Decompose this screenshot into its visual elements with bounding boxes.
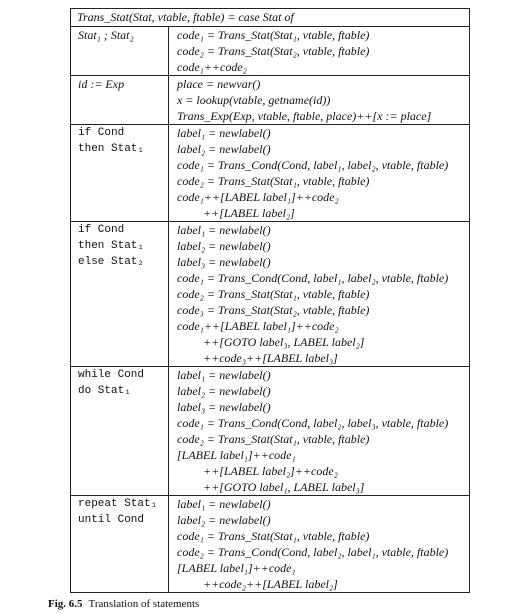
code-line: label₂ = newlabel()	[177, 142, 271, 156]
code-line: code₁ = Trans_Stat(Stat₁, vtable, ftable)	[177, 529, 370, 543]
translation-code	[169, 125, 469, 221]
pattern-line: then Stat₁	[78, 240, 145, 252]
code-line: code₁++[LABEL label₁]++code₂	[177, 190, 339, 204]
translation-code	[169, 27, 469, 75]
code-line: label₁ = newlabel()	[177, 368, 271, 382]
code-line: label₃ = newlabel()	[177, 255, 271, 269]
code-line: ++[GOTO label₁, LABEL label₃]	[203, 480, 365, 494]
figure-caption	[48, 598, 199, 610]
code-line: ++code₂++[LABEL label₂]	[203, 577, 338, 591]
code-line: code₁++code₂	[177, 60, 247, 74]
code-line: [LABEL label₁]++code₁	[177, 561, 296, 575]
table-row	[71, 222, 469, 367]
table-row	[71, 125, 469, 222]
code-line: code₁ = Trans_Cond(Cond, label₂, label₃, vtable, ftable)	[177, 416, 449, 430]
statement-pattern	[71, 76, 169, 124]
code-line: label₂ = newlabel()	[177, 384, 271, 398]
code-line: label₂ = newlabel()	[177, 513, 271, 527]
code-line: place = newvar()	[177, 77, 261, 91]
code-line: code₁ = Trans_Cond(Cond, label₁, label₂, vtable, ftable)	[177, 271, 449, 285]
code-line: label₁ = newlabel()	[177, 223, 271, 237]
code-line: [LABEL label₁]++code₁	[177, 448, 296, 462]
table-row	[71, 76, 469, 125]
translation-code	[169, 222, 469, 366]
code-line: code₁++[LABEL label₁]++code₂	[177, 319, 339, 333]
translation-code	[169, 76, 469, 124]
statement-pattern	[71, 367, 169, 495]
table-row	[71, 27, 469, 76]
code-line: ++[LABEL label₂]++code₂	[203, 464, 338, 478]
code-line: code₃ = Trans_Stat(Stat₂, vtable, ftable)	[177, 303, 370, 317]
pattern-line: if Cond	[78, 127, 125, 139]
code-line: code₂ = Trans_Cond(Cond, label₂, label₁, vtable, ftable)	[177, 545, 449, 559]
pattern-line: until Cond	[78, 514, 145, 526]
code-line: ++code₃++[LABEL label₃]	[203, 351, 338, 365]
table-row	[71, 367, 469, 496]
translation-table	[70, 8, 470, 593]
code-line: code₁ = Trans_Cond(Cond, label₁, label₂, vtable, ftable)	[177, 158, 449, 172]
pattern-line: if Cond	[78, 224, 125, 236]
pattern-line: do Stat₁	[78, 385, 131, 397]
code-line: label₁ = newlabel()	[177, 126, 271, 140]
pattern-line: else Stat₂	[78, 256, 145, 268]
pattern-line: while Cond	[78, 369, 145, 381]
statement-pattern	[71, 222, 169, 366]
code-line: label₂ = newlabel()	[177, 239, 271, 253]
code-line: label₃ = newlabel()	[177, 400, 271, 414]
code-line: code₂ = Trans_Stat(Stat₁, vtable, ftable)	[177, 287, 370, 301]
code-line: x = lookup(vtable, getname(id))	[177, 93, 331, 107]
pattern-line: Stat₁ ; Stat₂	[78, 28, 134, 42]
statement-pattern	[71, 125, 169, 221]
translation-code	[169, 496, 469, 592]
pattern-line: then Stat₁	[78, 143, 145, 155]
pattern-line: id := Exp	[78, 77, 125, 91]
code-line: code₂ = Trans_Stat(Stat₂, vtable, ftable)	[177, 44, 370, 58]
code-line: ++[GOTO label₃, LABEL label₂]	[203, 335, 365, 349]
figure-caption-text: Translation of statements	[88, 598, 200, 610]
code-line: code₁ = Trans_Stat(Stat₁, vtable, ftable)	[177, 28, 370, 42]
translation-code	[169, 367, 469, 495]
statement-pattern	[71, 27, 169, 75]
statement-pattern	[71, 496, 169, 592]
table-header: Trans_Stat(Stat, vtable, ftable) = case Stat of	[71, 9, 469, 27]
code-line: code₂ = Trans_Stat(Stat₁, vtable, ftable)	[177, 174, 370, 188]
pattern-line: repeat Stat₁	[78, 498, 158, 510]
code-line: code₂ = Trans_Stat(Stat₁, vtable, ftable)	[177, 432, 370, 446]
figure-label: Fig. 6.5	[48, 598, 83, 610]
code-line: Trans_Exp(Exp, vtable, ftable, place)++[x := place]	[177, 109, 432, 123]
code-line: label₁ = newlabel()	[177, 497, 271, 511]
table-row	[71, 496, 469, 592]
code-line: ++[LABEL label₂]	[203, 206, 295, 220]
